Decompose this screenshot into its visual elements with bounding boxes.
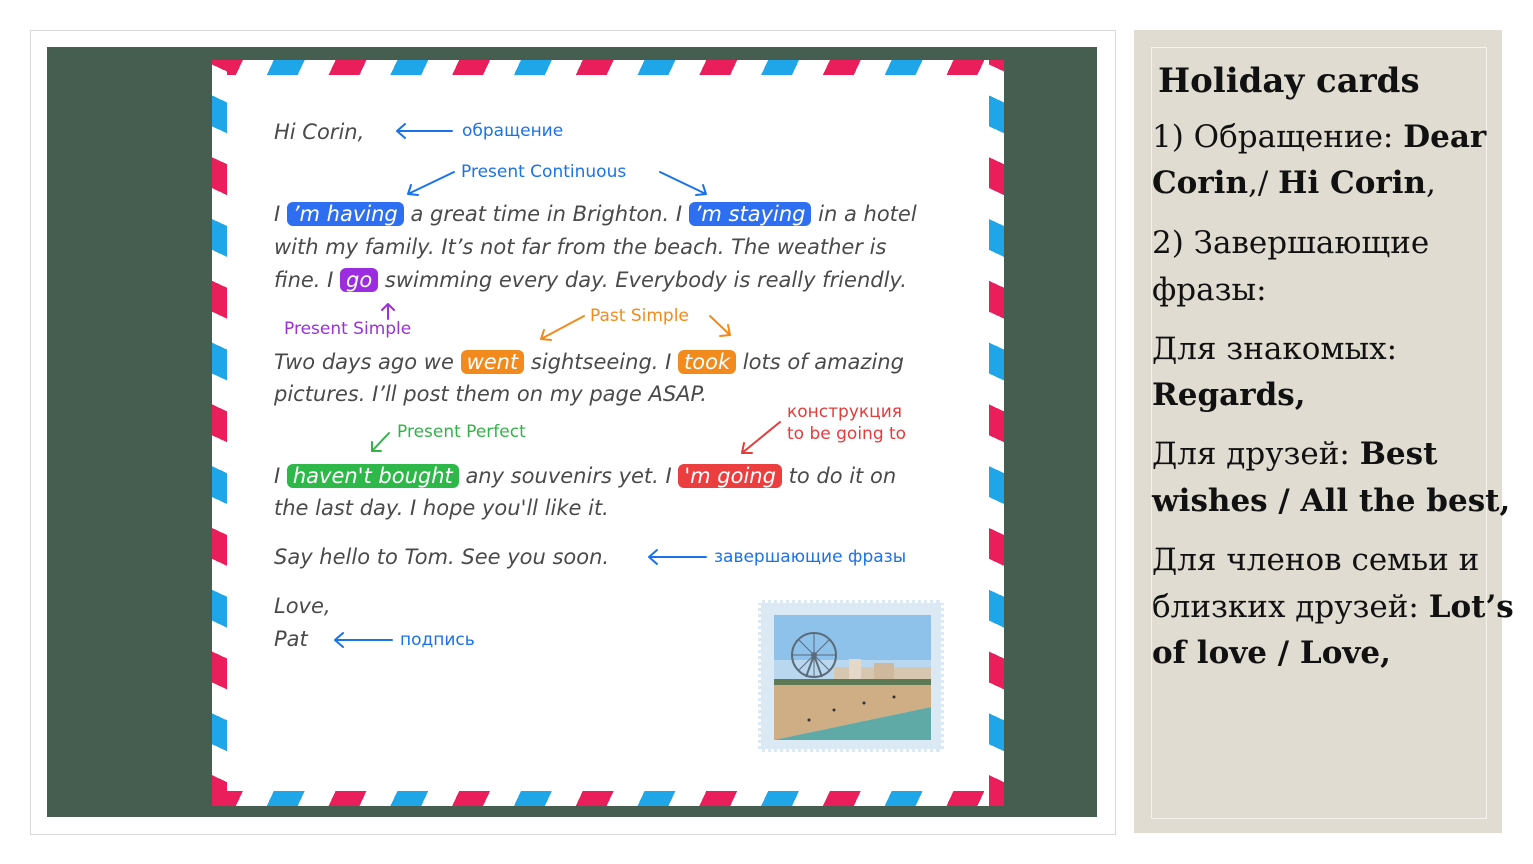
letter-line-5: pictures. I’ll post them on my page ASAP. <box>274 382 707 406</box>
label-present-perfect: Present Perfect <box>397 422 526 442</box>
side-item-1-hi-corin: Hi Corin <box>1278 165 1427 201</box>
closing-phrase: Say hello to Tom. See you soon. <box>274 545 610 569</box>
side-friends-best: Best <box>1359 436 1438 472</box>
side-friends-wishes: wishes / All the best, <box>1152 483 1511 519</box>
side-item-2-line-2: фразы: <box>1152 272 1267 308</box>
side-item-1-corin: Corin <box>1152 165 1248 201</box>
side-item-2-line-1: 2) Завершающие <box>1152 225 1430 261</box>
arrow-signature <box>335 633 392 647</box>
label-greeting: обращение <box>462 121 564 141</box>
side-acquaintances-label: Для знакомых: <box>1152 331 1398 367</box>
side-item-1-prefix: 1) Обращение: <box>1152 119 1404 155</box>
side-family-love: of love / Love, <box>1152 635 1391 671</box>
greeting: Hi Corin, <box>274 120 365 144</box>
side-family-line-2 <box>1152 584 1514 631</box>
letter-line-1 <box>274 198 917 230</box>
label-past-simple: Past Simple <box>590 306 689 326</box>
side-item-1-sep: ,/ <box>1248 165 1279 201</box>
highlight-im-having: ’m having <box>287 202 404 226</box>
letter-line-6 <box>274 460 896 492</box>
side-title <box>1158 58 1420 105</box>
label-going-to-2: to be going to <box>787 424 907 444</box>
line4-text-a: Two days ago we <box>274 350 461 374</box>
line3-text-a: fine. I <box>274 268 341 292</box>
arrow-past-left <box>541 316 584 340</box>
line6-text-a: I <box>274 464 287 488</box>
side-family-prefix: близких друзей: <box>1152 589 1429 625</box>
line4-text-c: lots of amazing <box>736 350 904 374</box>
brighton-beach-photo <box>774 615 931 740</box>
side-friends-line-1 <box>1152 431 1437 478</box>
arrow-pc-left <box>408 172 454 195</box>
arrow-present-simple <box>382 304 394 319</box>
highlight-took: took <box>678 350 736 374</box>
side-item-1-dear: Dear <box>1403 119 1487 155</box>
side-friends-label: Для друзей: <box>1152 436 1360 472</box>
label-going-to-1: конструкция <box>787 402 902 422</box>
arrow-greeting <box>397 124 452 138</box>
line6-text-c: to do it on <box>781 464 897 488</box>
postage-stamp <box>758 600 944 752</box>
signature: Pat <box>274 627 308 651</box>
label-signature: подпись <box>400 630 475 650</box>
arrow-past-right <box>710 316 730 336</box>
arrow-going-to <box>742 422 780 453</box>
line3-text-b: swimming every day. Everybody is really friendly. <box>378 268 907 292</box>
highlight-havent-bought: haven't bought <box>287 464 459 488</box>
label-present-continuous: Present Continuous <box>461 162 627 182</box>
side-item-1-line-1 <box>1152 114 1486 161</box>
airmail-letter <box>212 60 1004 806</box>
image-panel <box>47 47 1097 817</box>
highlight-im-staying: ’m staying <box>689 202 812 226</box>
side-family-line-3 <box>1152 630 1391 677</box>
highlight-im-going: 'm going <box>678 464 782 488</box>
line1-text-c: in a hotel <box>811 202 917 226</box>
label-present-simple: Present Simple <box>284 319 412 339</box>
side-regards: Regards, <box>1152 377 1306 413</box>
side-family-lots: Lot’s <box>1428 589 1514 625</box>
line1-text-b: a great time in Brighton. I <box>403 202 689 226</box>
line4-text-b: sightseeing. I <box>524 350 679 374</box>
side-item-1-end: , <box>1426 165 1436 201</box>
line1-text-a: I <box>274 202 287 226</box>
letter-line-2: with my family. It’s not far from the beach. The weather is <box>274 235 887 259</box>
side-acquaintances-value <box>1152 372 1306 419</box>
letter-line-4 <box>274 346 904 378</box>
arrow-present-perfect <box>372 433 389 451</box>
highlight-went: went <box>461 350 525 374</box>
letter-line-7: the last day. I hope you'll like it. <box>274 496 609 520</box>
label-closing: завершающие фразы <box>714 547 907 567</box>
sign-off: Love, <box>274 594 331 618</box>
letter-line-3 <box>274 264 907 296</box>
arrow-pc-right <box>660 172 706 195</box>
side-title-text: Holiday cards <box>1158 61 1420 101</box>
side-item-1-line-2 <box>1152 160 1436 207</box>
side-family-line-1: Для членов семьи и <box>1152 542 1480 578</box>
highlight-go: go <box>340 268 378 292</box>
arrow-closing <box>649 550 706 564</box>
line6-text-b: any souvenirs yet. I <box>458 464 679 488</box>
side-friends-line-2 <box>1152 478 1510 525</box>
